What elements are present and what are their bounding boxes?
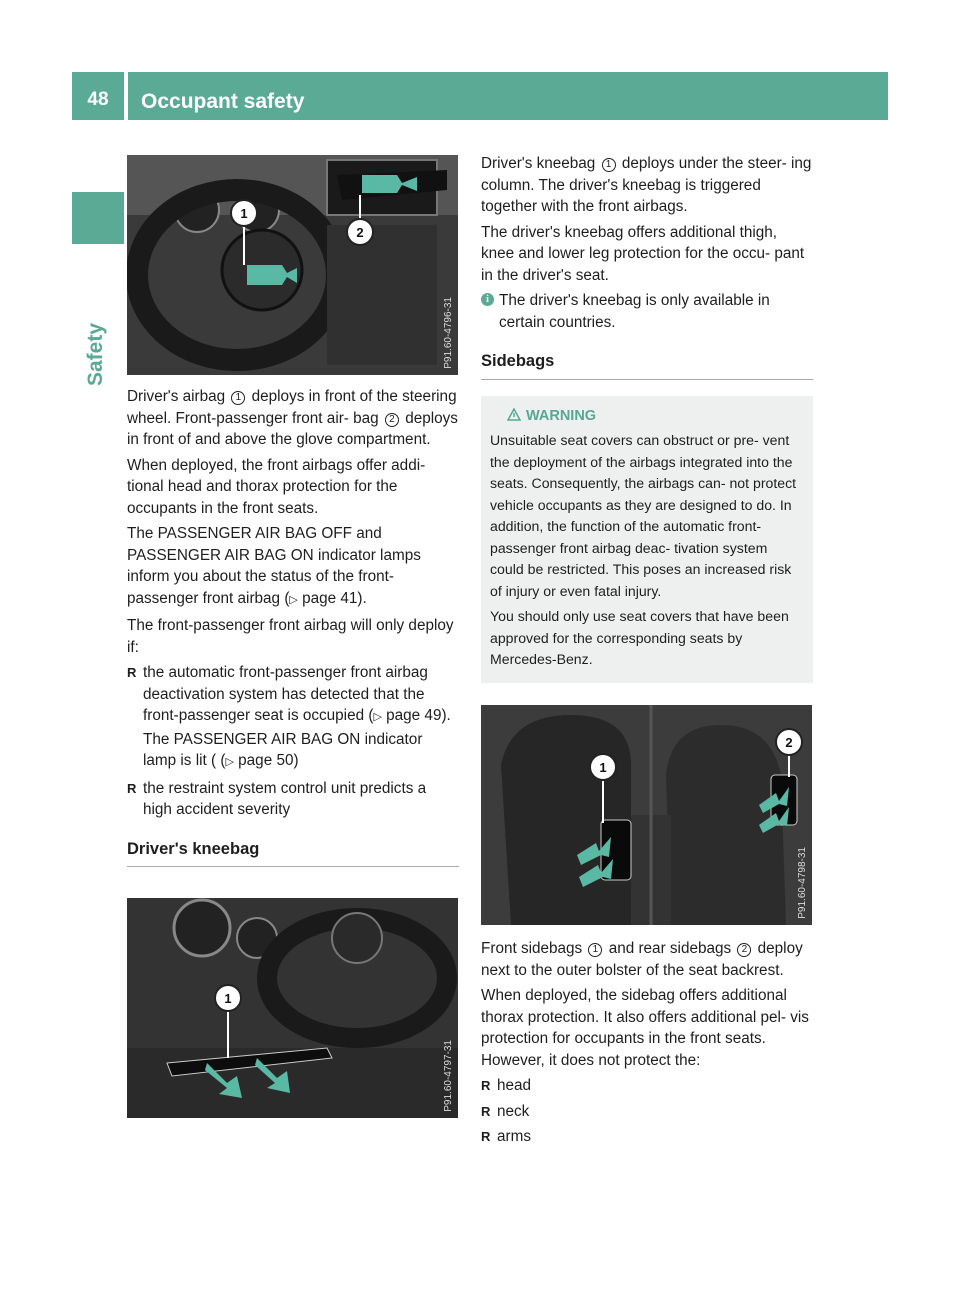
marker-2: 2 xyxy=(785,735,793,750)
paragraph-sidebags: Front sidebags 1 and rear sidebags 2 deploy next to the outer bolster of the seat backrest. xyxy=(481,940,803,979)
marker-1: 1 xyxy=(599,760,607,775)
marker-2: 2 xyxy=(356,225,364,240)
right-column-text xyxy=(481,153,813,683)
warning-triangle-icon xyxy=(507,408,521,421)
heading-drivers-kneebag: Driver's kneebag xyxy=(127,839,459,868)
page-ref-link[interactable]: page 50) xyxy=(238,752,299,769)
info-icon: i xyxy=(481,293,494,306)
image-code: P91.60-4796-31 xyxy=(443,297,454,369)
page-title: Occupant safety xyxy=(128,72,888,120)
marker-2-inline: 2 xyxy=(385,413,399,427)
sidebags-image xyxy=(481,705,812,925)
page-ref-link[interactable]: page 41). xyxy=(302,589,367,607)
list-item: R the restraint system control unit predicts a high accident severity xyxy=(127,778,459,821)
marker-2-inline: 2 xyxy=(737,943,751,957)
paragraph-kneebag-protection: The driver's kneebag offers additional thigh, knee and lower leg protection for the occu- pant in the driver's seat. xyxy=(481,223,805,284)
side-tab-label: Safety xyxy=(84,322,107,386)
side-tab xyxy=(84,316,114,386)
warning-box xyxy=(481,396,813,683)
kneebag-image xyxy=(127,898,458,1118)
paragraph-kneebag: Driver's kneebag 1 deploys under the steer- ing column. The driver's kneebag is triggered together with the front airbags. xyxy=(481,155,812,215)
section-marker xyxy=(72,192,124,244)
image-code: P91.60-4798-31 xyxy=(797,847,808,919)
list-item: R head xyxy=(481,1075,813,1097)
paragraph-deploy-if: The front-passenger front airbag will only deploy if: xyxy=(127,617,454,656)
steering-wheel-image xyxy=(127,155,458,375)
page-number: 48 xyxy=(72,72,124,120)
list-item: R the automatic front-passenger front airbag deactivation system has detected that the front-passenger seat is occupied (▷ page 49). The PASSENGER AIR BAG ON indicator lamp is lit ( (▷ page 50) xyxy=(127,662,459,774)
steering-wheel-illustration xyxy=(127,155,458,375)
marker-1-inline: 1 xyxy=(588,943,602,957)
image-code: P91.60-4797-31 xyxy=(443,1040,454,1112)
paragraph-indicator-lamps: The PASSENGER AIR BAG OFF and PASSENGER AIR BAG ON indicator lamps inform you about the status of the front- passenger front airbag (▷ page 41). xyxy=(127,525,421,607)
sidebags-illustration xyxy=(481,705,812,925)
paragraph-driver-airbag: Driver's airbag 1 deploys in front of the steering wheel. Front-passenger front air- bag 2 deploys in front of and above the glove compartment. xyxy=(127,388,458,448)
marker-1-inline: 1 xyxy=(231,391,245,405)
marker-1: 1 xyxy=(240,206,248,221)
marker-1-inline: 1 xyxy=(602,158,616,172)
warning-text-1: Unsuitable seat covers can obstruct or pre- vent the deployment of the airbags integrated into the seats. Consequently, the airbags can- not protect vehicle occupants as they are designed to do. In addition, the function of the automatic front-passenger front airbag deac- tivation system could be restricted. This poses an increased risk of injury or even fatal injury. xyxy=(490,432,797,599)
left-column-text xyxy=(127,386,459,883)
warning-title: WARNING xyxy=(490,406,804,428)
list-item: R neck xyxy=(481,1101,813,1123)
marker-1: 1 xyxy=(224,991,232,1006)
info-note: i The driver's kneebag is only available in certain countries. xyxy=(481,290,813,333)
warning-text-2: You should only use seat covers that have been approved for the corresponding seats by Mercedes-Benz. xyxy=(490,608,789,667)
list-item: R arms xyxy=(481,1126,813,1148)
page-ref-link[interactable]: page 49). The PASSENGER AIR BAG ON indicator lamp is lit ( xyxy=(143,707,451,769)
heading-sidebags: Sidebags xyxy=(481,351,813,380)
paragraph-deployed: When deployed, the front airbags offer addi- tional head and thorax protection for the occupants in the front seats. xyxy=(127,456,426,517)
paragraph-sidebag-protection: When deployed, the sidebag offers additional thorax protection. It also offers additional pel- vis protection for occupants in the front seats. However, it does not protect the: xyxy=(481,987,809,1069)
kneebag-illustration xyxy=(127,898,458,1118)
right-column-text-lower xyxy=(481,938,813,1148)
